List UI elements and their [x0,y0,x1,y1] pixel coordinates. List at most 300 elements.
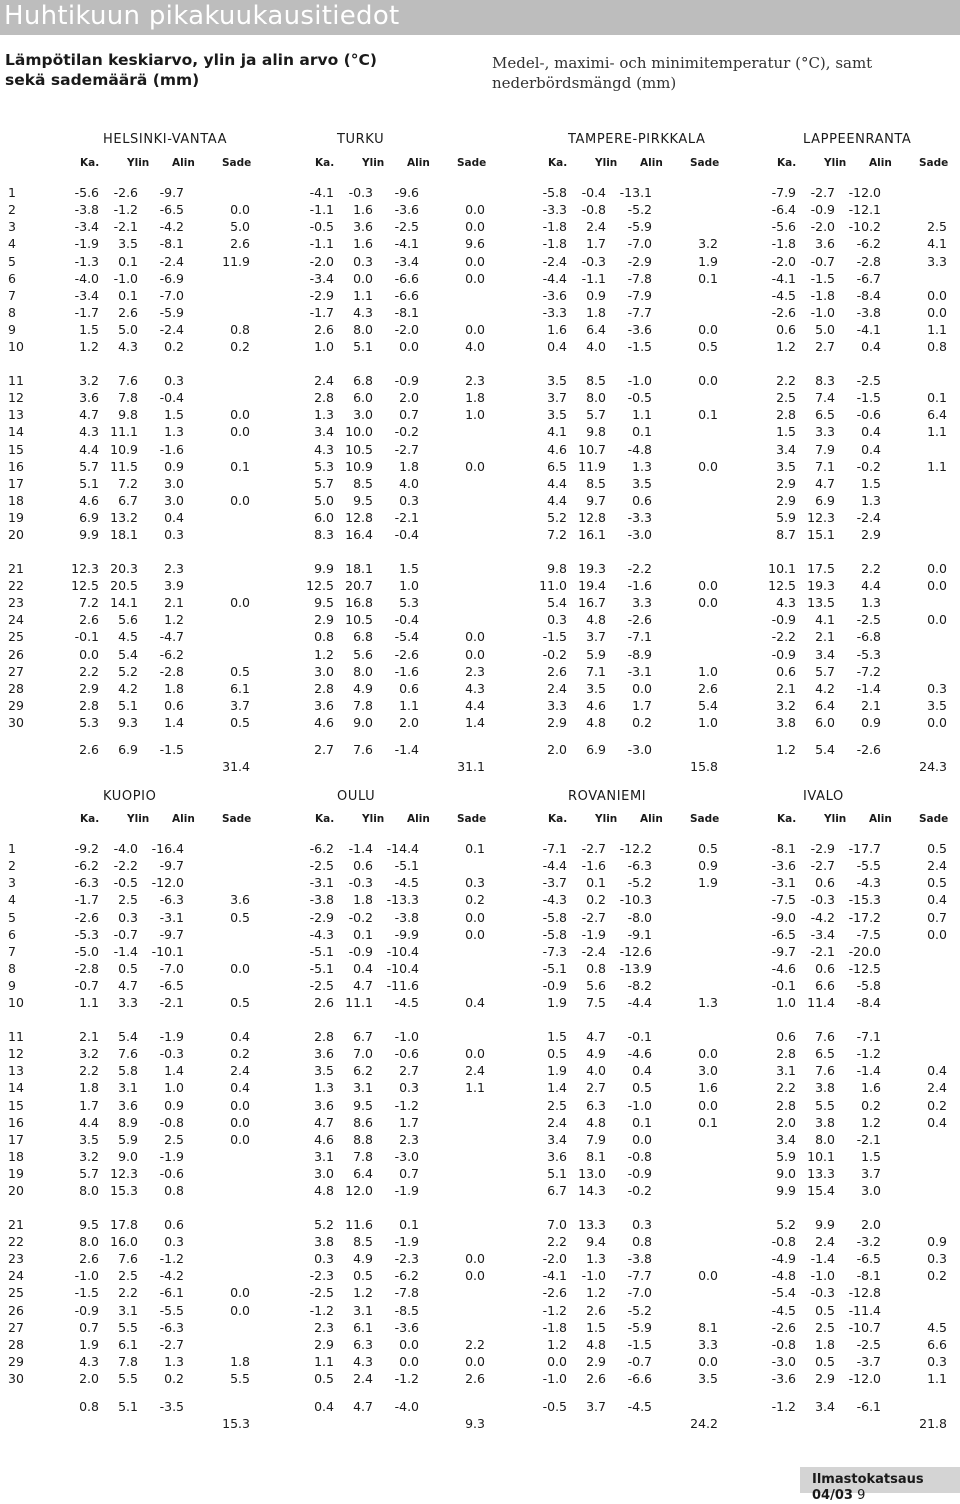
table-cell: 12.5 [306,577,334,593]
table-cell: 3.0 [314,1166,334,1182]
table-cell: 3.5 [698,1371,718,1387]
table-cell: -0.9 [74,1302,99,1318]
table-cell: -12.0 [848,185,881,200]
table-cell: 0.4 [547,339,567,355]
table-cell: -7.7 [627,305,652,321]
table-cell: 11.4 [807,995,835,1011]
table-cell: 7.1 [815,458,835,474]
monthly-precipitation-total: 21.8 [919,1416,947,1431]
table-cell: 5.7 [815,663,835,679]
table-cell: 3.5 [547,372,567,388]
table-cell: 1.7 [79,1097,99,1113]
table-cell: 3.5 [547,407,567,423]
table-cell: 14.3 [578,1183,606,1199]
column-header: Sade [919,813,949,825]
table-cell: 5.1 [547,1166,567,1182]
table-cell: 8.0 [79,1183,99,1199]
table-cell: 2.3 [465,372,485,388]
table-cell: 1.9 [698,253,718,269]
day-number: 9 [8,322,16,338]
table-cell: 0.4 [861,339,881,355]
table-cell: -1.2 [309,1302,334,1318]
table-cell: -5.2 [627,875,652,891]
day-number: 21 [8,560,24,576]
table-cell: 2.0 [776,1114,796,1130]
table-cell: -2.6 [627,612,652,628]
table-cell: 1.0 [314,339,334,355]
table-cell: -1.4 [856,1063,881,1079]
table-cell: -7.0 [627,236,652,252]
table-cell: 3.2 [79,1046,99,1062]
table-cell: -9.7 [159,185,184,200]
table-cell: 0.5 [927,841,947,856]
table-cell: 3.4 [776,1131,796,1147]
table-cell: 2.2 [776,1080,796,1096]
table-cell: 5.1 [353,339,373,355]
day-number: 29 [8,1354,24,1369]
table-cell: 1.4 [547,1080,567,1096]
table-cell: 1.3 [164,1354,184,1369]
table-cell: -2.6 [542,1285,567,1301]
table-cell: -5.6 [771,219,796,235]
table-cell: 0.5 [698,339,718,355]
table-cell: 1.7 [632,698,652,713]
table-cell: 0.6 [815,961,835,977]
column-header: Ka. [80,813,100,825]
day-number: 29 [8,698,24,713]
table-cell: 1.0 [465,407,485,423]
table-cell: 3.4 [815,646,835,662]
table-cell: 0.0 [465,1268,485,1284]
table-cell: 0.3 [927,1251,947,1267]
table-cell: 0.5 [314,1371,334,1387]
table-cell: 1.9 [547,1063,567,1079]
table-cell: -7.5 [771,892,796,908]
table-cell: 2.2 [776,372,796,388]
table-cell: 7.6 [118,372,138,388]
table-cell: -0.9 [542,978,567,994]
table-cell: 13.3 [807,1166,835,1182]
table-cell: 0.3 [164,372,184,388]
table-cell: -7.8 [394,1285,419,1301]
table-cell: -0.8 [771,1233,796,1249]
table-cell: -2.1 [856,1131,881,1147]
monthly-precipitation-total: 9.3 [465,1416,485,1431]
table-cell: 6.9 [815,492,835,508]
table-cell: -2.3 [309,1268,334,1284]
table-cell: -2.5 [309,1285,334,1301]
table-cell: 7.6 [118,1046,138,1062]
table-cell: 0.9 [698,858,718,874]
column-header: Ylin [824,157,847,169]
table-cell: 6.7 [547,1183,567,1199]
table-cell: 8.5 [353,475,373,491]
table-cell: -1.6 [394,663,419,679]
table-cell: 0.4 [230,1080,250,1096]
table-cell: 6.6 [927,1336,947,1352]
table-cell: -6.2 [856,236,881,252]
table-cell: 0.1 [586,875,606,891]
table-cell: 0.5 [118,961,138,977]
table-cell: 5.3 [79,715,99,731]
table-cell: 6.3 [586,1097,606,1113]
table-cell: 3.6 [118,1097,138,1113]
table-cell: 10.1 [807,1148,835,1164]
table-cell: 0.9 [164,1097,184,1113]
table-cell: 12.5 [768,577,796,593]
table-cell: 0.7 [399,407,419,423]
table-cell: -6.7 [856,270,881,286]
table-cell: 0.0 [927,287,947,303]
table-cell: 4.3 [776,595,796,611]
table-cell: 1.0 [164,1080,184,1096]
table-cell: -4.2 [810,909,835,925]
column-header: Ylin [362,813,385,825]
table-cell: -15.3 [848,892,881,908]
table-cell: 19.4 [578,577,606,593]
monthly-summary-cell: -1.5 [159,742,184,757]
table-cell: 4.3 [79,1354,99,1369]
day-number: 8 [8,305,16,321]
table-cell: -2.0 [771,253,796,269]
table-cell: -1.4 [810,1251,835,1267]
table-cell: 1.1 [927,322,947,338]
table-cell: 1.6 [547,322,567,338]
table-cell: 0.6 [776,663,796,679]
table-cell: -0.9 [771,646,796,662]
table-cell: 4.3 [79,424,99,440]
table-cell: 4.0 [586,339,606,355]
table-cell: 2.8 [314,1028,334,1044]
table-cell: 11.9 [578,458,606,474]
table-cell: -2.8 [74,961,99,977]
table-cell: 2.8 [776,1046,796,1062]
table-cell: 8.0 [586,390,606,406]
table-cell: 1.2 [547,1336,567,1352]
table-cell: 12.3 [807,510,835,526]
station-name: TURKU [337,132,385,147]
table-cell: -3.4 [74,287,99,303]
table-cell: 7.2 [118,475,138,491]
table-cell: 4.8 [586,612,606,628]
table-cell: -2.4 [159,253,184,269]
table-cell: 6.8 [353,629,373,645]
table-cell: -2.2 [113,858,138,874]
table-cell: -3.0 [394,1148,419,1164]
table-cell: -5.1 [542,961,567,977]
table-cell: 1.3 [314,407,334,423]
table-cell: 5.2 [776,1216,796,1232]
table-cell: -1.8 [542,219,567,235]
table-cell: -0.6 [394,1046,419,1062]
table-cell: 5.1 [118,698,138,713]
table-cell: -9.7 [159,858,184,874]
table-cell: -4.3 [542,892,567,908]
table-cell: 10.9 [110,441,138,457]
day-number: 18 [8,1148,24,1164]
table-cell: -2.7 [394,441,419,457]
table-cell: 1.8 [586,305,606,321]
monthly-summary-cell: -1.2 [771,1399,796,1414]
table-cell: 2.9 [861,527,881,543]
table-cell: 0.0 [465,1251,485,1267]
table-cell: 5.6 [586,978,606,994]
day-number: 30 [8,715,24,731]
table-cell: 4.2 [815,680,835,696]
table-cell: 0.5 [230,663,250,679]
table-cell: 3.2 [79,372,99,388]
table-cell: 0.1 [230,458,250,474]
table-cell: 1.4 [164,715,184,731]
table-cell: 13.0 [578,1166,606,1182]
table-cell: 6.6 [815,978,835,994]
table-cell: 2.4 [230,1063,250,1079]
day-number: 23 [8,595,24,611]
table-cell: 0.0 [465,646,485,662]
table-cell: 6.1 [230,680,250,696]
table-cell: -1.6 [627,577,652,593]
column-header: Ka. [777,813,797,825]
table-cell: -5.8 [542,185,567,200]
table-cell: 4.9 [353,1251,373,1267]
table-cell: 4.8 [586,1114,606,1130]
table-cell: 6.1 [118,1336,138,1352]
table-cell: 1.8 [399,458,419,474]
table-cell: 5.1 [79,475,99,491]
table-cell: -6.2 [159,646,184,662]
table-cell: -0.4 [394,612,419,628]
table-cell: 0.3 [164,1233,184,1249]
day-number: 5 [8,253,16,269]
table-cell: -6.6 [394,287,419,303]
table-cell: 0.0 [698,372,718,388]
table-cell: 8.0 [815,1131,835,1147]
day-number: 15 [8,1097,24,1113]
station-name: HELSINKI-VANTAA [103,132,228,147]
table-cell: 0.6 [399,680,419,696]
table-cell: 0.0 [698,577,718,593]
table-cell: -2.2 [771,629,796,645]
table-cell: -6.3 [627,858,652,874]
column-header: Ka. [315,813,335,825]
table-cell: 0.0 [927,715,947,731]
table-cell: 1.2 [776,339,796,355]
table-cell: 4.5 [118,629,138,645]
table-cell: 0.3 [399,1080,419,1096]
table-cell: 8.3 [314,527,334,543]
table-cell: 0.0 [230,595,250,611]
table-cell: 4.3 [314,441,334,457]
table-cell: 6.9 [79,510,99,526]
table-cell: 3.5 [314,1063,334,1079]
table-cell: -17.7 [848,841,881,856]
day-number: 28 [8,680,24,696]
table-cell: -2.2 [627,560,652,576]
table-cell: -12.5 [848,961,881,977]
table-cell: 2.9 [547,715,567,731]
table-cell: 2.5 [815,1319,835,1335]
day-number: 9 [8,978,16,994]
table-cell: 9.3 [118,715,138,731]
table-cell: 0.0 [632,680,652,696]
table-cell: 4.0 [465,339,485,355]
table-cell: 5.4 [698,698,718,713]
table-cell: 10.5 [345,612,373,628]
table-cell: -2.4 [856,510,881,526]
day-number: 20 [8,1183,24,1199]
day-number: 15 [8,441,24,457]
table-cell: 1.1 [927,1371,947,1387]
table-cell: 1.2 [314,646,334,662]
table-cell: 12.5 [71,577,99,593]
table-cell: 2.6 [230,236,250,252]
table-cell: 0.6 [815,875,835,891]
table-cell: -3.6 [394,202,419,218]
table-cell: -3.8 [627,1251,652,1267]
table-cell: -3.6 [542,287,567,303]
table-cell: 3.1 [776,1063,796,1079]
table-cell: -0.7 [810,253,835,269]
monthly-summary-cell: 3.4 [815,1399,835,1414]
table-cell: 10.9 [345,458,373,474]
table-cell: 0.0 [230,961,250,977]
table-cell: 4.4 [547,475,567,491]
table-cell: -2.8 [856,253,881,269]
column-header: Ka. [777,157,797,169]
table-cell: 4.6 [586,698,606,713]
table-cell: -0.5 [627,390,652,406]
table-cell: 5.3 [314,458,334,474]
table-cell: 5.2 [314,1216,334,1232]
table-cell: 4.4 [861,577,881,593]
table-cell: 0.6 [632,492,652,508]
column-header: Ylin [127,157,150,169]
table-cell: 3.6 [314,698,334,713]
table-cell: 6.8 [353,372,373,388]
table-cell: 1.8 [465,390,485,406]
table-cell: -7.1 [856,1028,881,1044]
table-cell: -6.9 [159,270,184,286]
table-cell: 0.6 [164,698,184,713]
table-cell: -3.8 [856,305,881,321]
table-cell: -2.5 [856,1336,881,1352]
table-cell: -0.7 [113,926,138,942]
table-cell: 2.4 [927,1080,947,1096]
column-header: Sade [919,157,949,169]
table-cell: 0.1 [632,424,652,440]
table-cell: 0.0 [632,1131,652,1147]
monthly-summary-cell: 6.9 [586,742,606,757]
table-cell: 0.5 [547,1046,567,1062]
column-header: Alin [869,813,892,825]
table-cell: 2.8 [776,407,796,423]
column-header: Sade [222,157,252,169]
table-cell: -12.0 [848,1371,881,1387]
table-cell: -1.8 [810,287,835,303]
table-cell: 1.5 [776,424,796,440]
table-cell: 0.0 [698,458,718,474]
table-cell: 0.2 [586,892,606,908]
station-name: TAMPERE-PIRKKALA [568,132,706,147]
table-cell: 2.2 [547,1233,567,1249]
column-header: Ylin [127,813,150,825]
table-cell: -3.0 [627,527,652,543]
table-cell: 2.5 [164,1131,184,1147]
monthly-summary-cell: -4.0 [394,1399,419,1414]
table-cell: 0.2 [465,892,485,908]
table-cell: 0.3 [547,612,567,628]
monthly-precipitation-total: 31.1 [457,759,485,774]
table-cell: -0.3 [348,875,373,891]
table-cell: 6.4 [586,322,606,338]
table-cell: 0.0 [698,1268,718,1284]
table-cell: 0.1 [118,287,138,303]
table-cell: -0.3 [810,1285,835,1301]
table-cell: -1.0 [810,1268,835,1284]
table-cell: 2.9 [586,1354,606,1369]
table-cell: -10.1 [151,943,184,959]
table-cell: 4.7 [586,1028,606,1044]
table-cell: 17.8 [110,1216,138,1232]
table-cell: -4.0 [74,270,99,286]
table-cell: 1.5 [79,322,99,338]
table-cell: -1.5 [856,390,881,406]
day-number: 1 [8,185,16,200]
station-name: OULU [337,789,376,804]
table-cell: 1.6 [353,202,373,218]
table-cell: 2.4 [547,1114,567,1130]
table-cell: 1.2 [861,1114,881,1130]
table-cell: 0.0 [465,1046,485,1062]
table-cell: -8.0 [627,909,652,925]
table-cell: 17.5 [807,560,835,576]
table-cell: 2.9 [314,1336,334,1352]
table-cell: -1.2 [394,1371,419,1387]
table-cell: -7.0 [627,1285,652,1301]
day-number: 23 [8,1251,24,1267]
table-cell: -8.1 [159,236,184,252]
table-cell: 5.4 [118,646,138,662]
column-header: Sade [222,813,252,825]
table-cell: -1.0 [74,1268,99,1284]
table-cell: 9.9 [79,527,99,543]
day-number: 20 [8,527,24,543]
table-cell: -1.3 [74,253,99,269]
table-cell: -1.7 [74,305,99,321]
table-cell: 0.8 [927,339,947,355]
table-cell: 0.4 [927,892,947,908]
day-number: 7 [8,287,16,303]
table-cell: 1.3 [632,458,652,474]
table-cell: 1.3 [314,1080,334,1096]
table-cell: 0.5 [230,909,250,925]
day-number: 18 [8,492,24,508]
table-cell: -2.1 [159,995,184,1011]
table-cell: 3.2 [79,1148,99,1164]
table-cell: -12.2 [619,841,652,856]
table-cell: 1.5 [547,1028,567,1044]
column-header: Sade [457,813,487,825]
table-cell: -1.4 [113,943,138,959]
table-cell: -2.7 [581,841,606,856]
table-cell: 3.1 [353,1080,373,1096]
table-cell: -3.6 [627,322,652,338]
table-cell: 1.1 [314,1354,334,1369]
table-cell: 2.6 [547,663,567,679]
table-cell: 0.0 [465,458,485,474]
day-number: 2 [8,858,16,874]
monthly-summary-cell: -3.0 [627,742,652,757]
